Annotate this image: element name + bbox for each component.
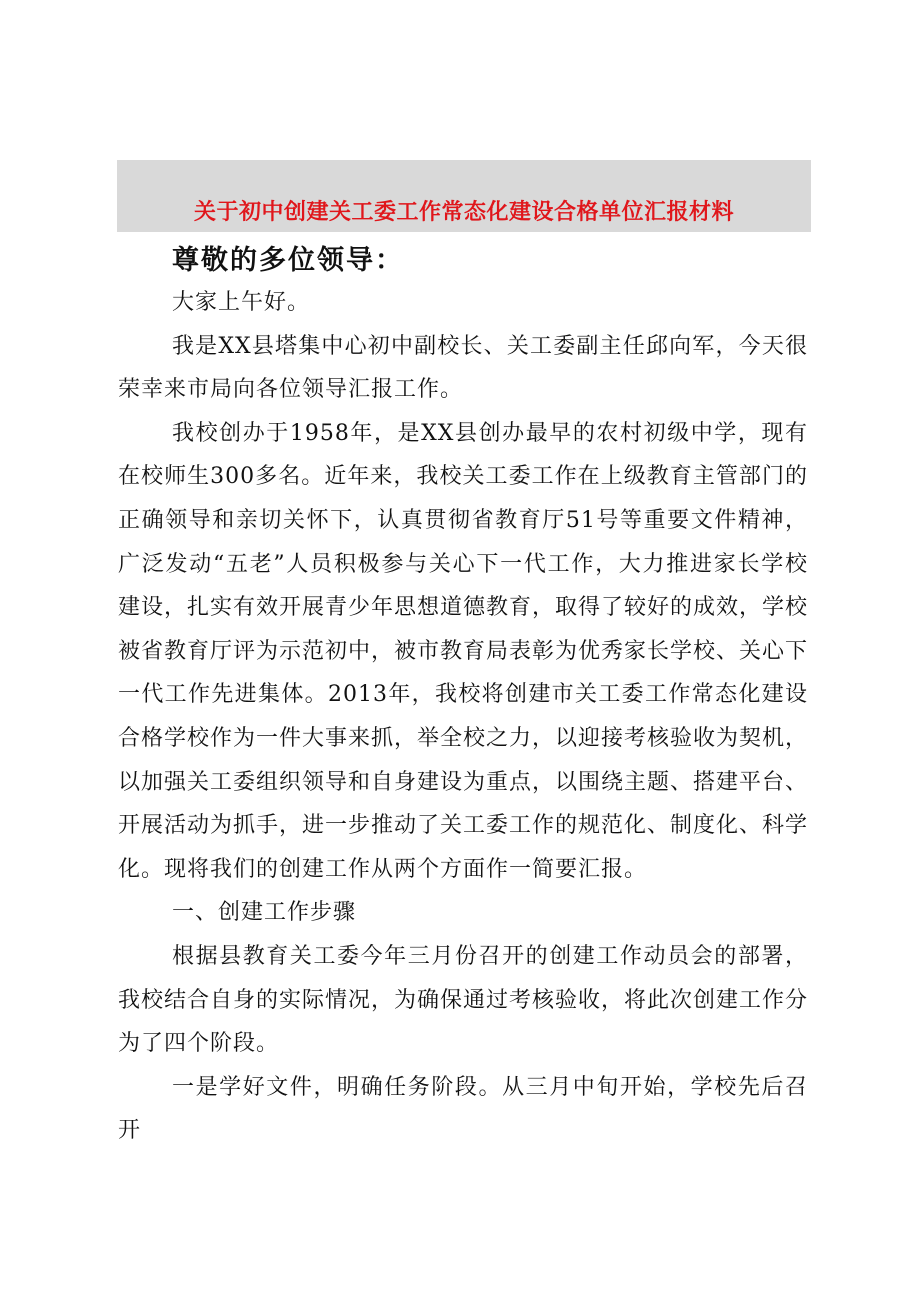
paragraph-stage-one: 一是学好文件，明确任务阶段。从三月中旬开始，学校先后召开 — [118, 1074, 808, 1144]
body-text — [118, 281, 808, 1153]
salutation: 尊敬的多位领导： — [172, 245, 404, 276]
document-title: 关于初中创建关工委工作常态化建设合格单位汇报材料 — [193, 199, 734, 225]
paragraph-introduction: 我是XX县塔集中心初中副校长、关工委副主任邱向军，今天很荣幸来市局向各位领导汇报工作。 — [118, 333, 808, 403]
section-heading: 一、创建工作步骤 — [172, 900, 357, 926]
paragraph-stages: 根据县教育关工委今年三月份召开的创建工作动员会的部署，我校结合自身的实际情况，为确保通过考核验收，将此次创建工作分为了四个阶段。 — [118, 943, 809, 1057]
paragraph-greeting: 大家上午好。 — [172, 290, 311, 315]
title-band — [117, 160, 811, 232]
paragraph-school-overview: 我校创办于1958年，是XX县创办最早的农村初级中学，现有在校师生300多名。近年来，我校关工委工作在上级教育主管部门的正确领导和亲切关怀下，认真贯彻省教育厅51号等重要文件精神，广泛发动“五老”人员积极参与关心下一代工作，大力推进家长学校建设，扎实有效开展青少年思想道德教育，取得了较好的成效，学校被省教育厅评为示范初中，被市教育局表彰为优秀家长学校、关心下一代工作先进集体。2013年，我校将创建市关工委工作常态化建设合格学校作为一件大事来抓，举全校之力，以迎接考核验收为契机，以加强关工委组织领导和自身建设为重点，以围绕主题、搭建平台、开展活动为抓手，进一步推动了关工委工作的规范化、制度化、科学化。现将我们的创建工作从两个方面作一简要汇报。 — [118, 420, 809, 882]
